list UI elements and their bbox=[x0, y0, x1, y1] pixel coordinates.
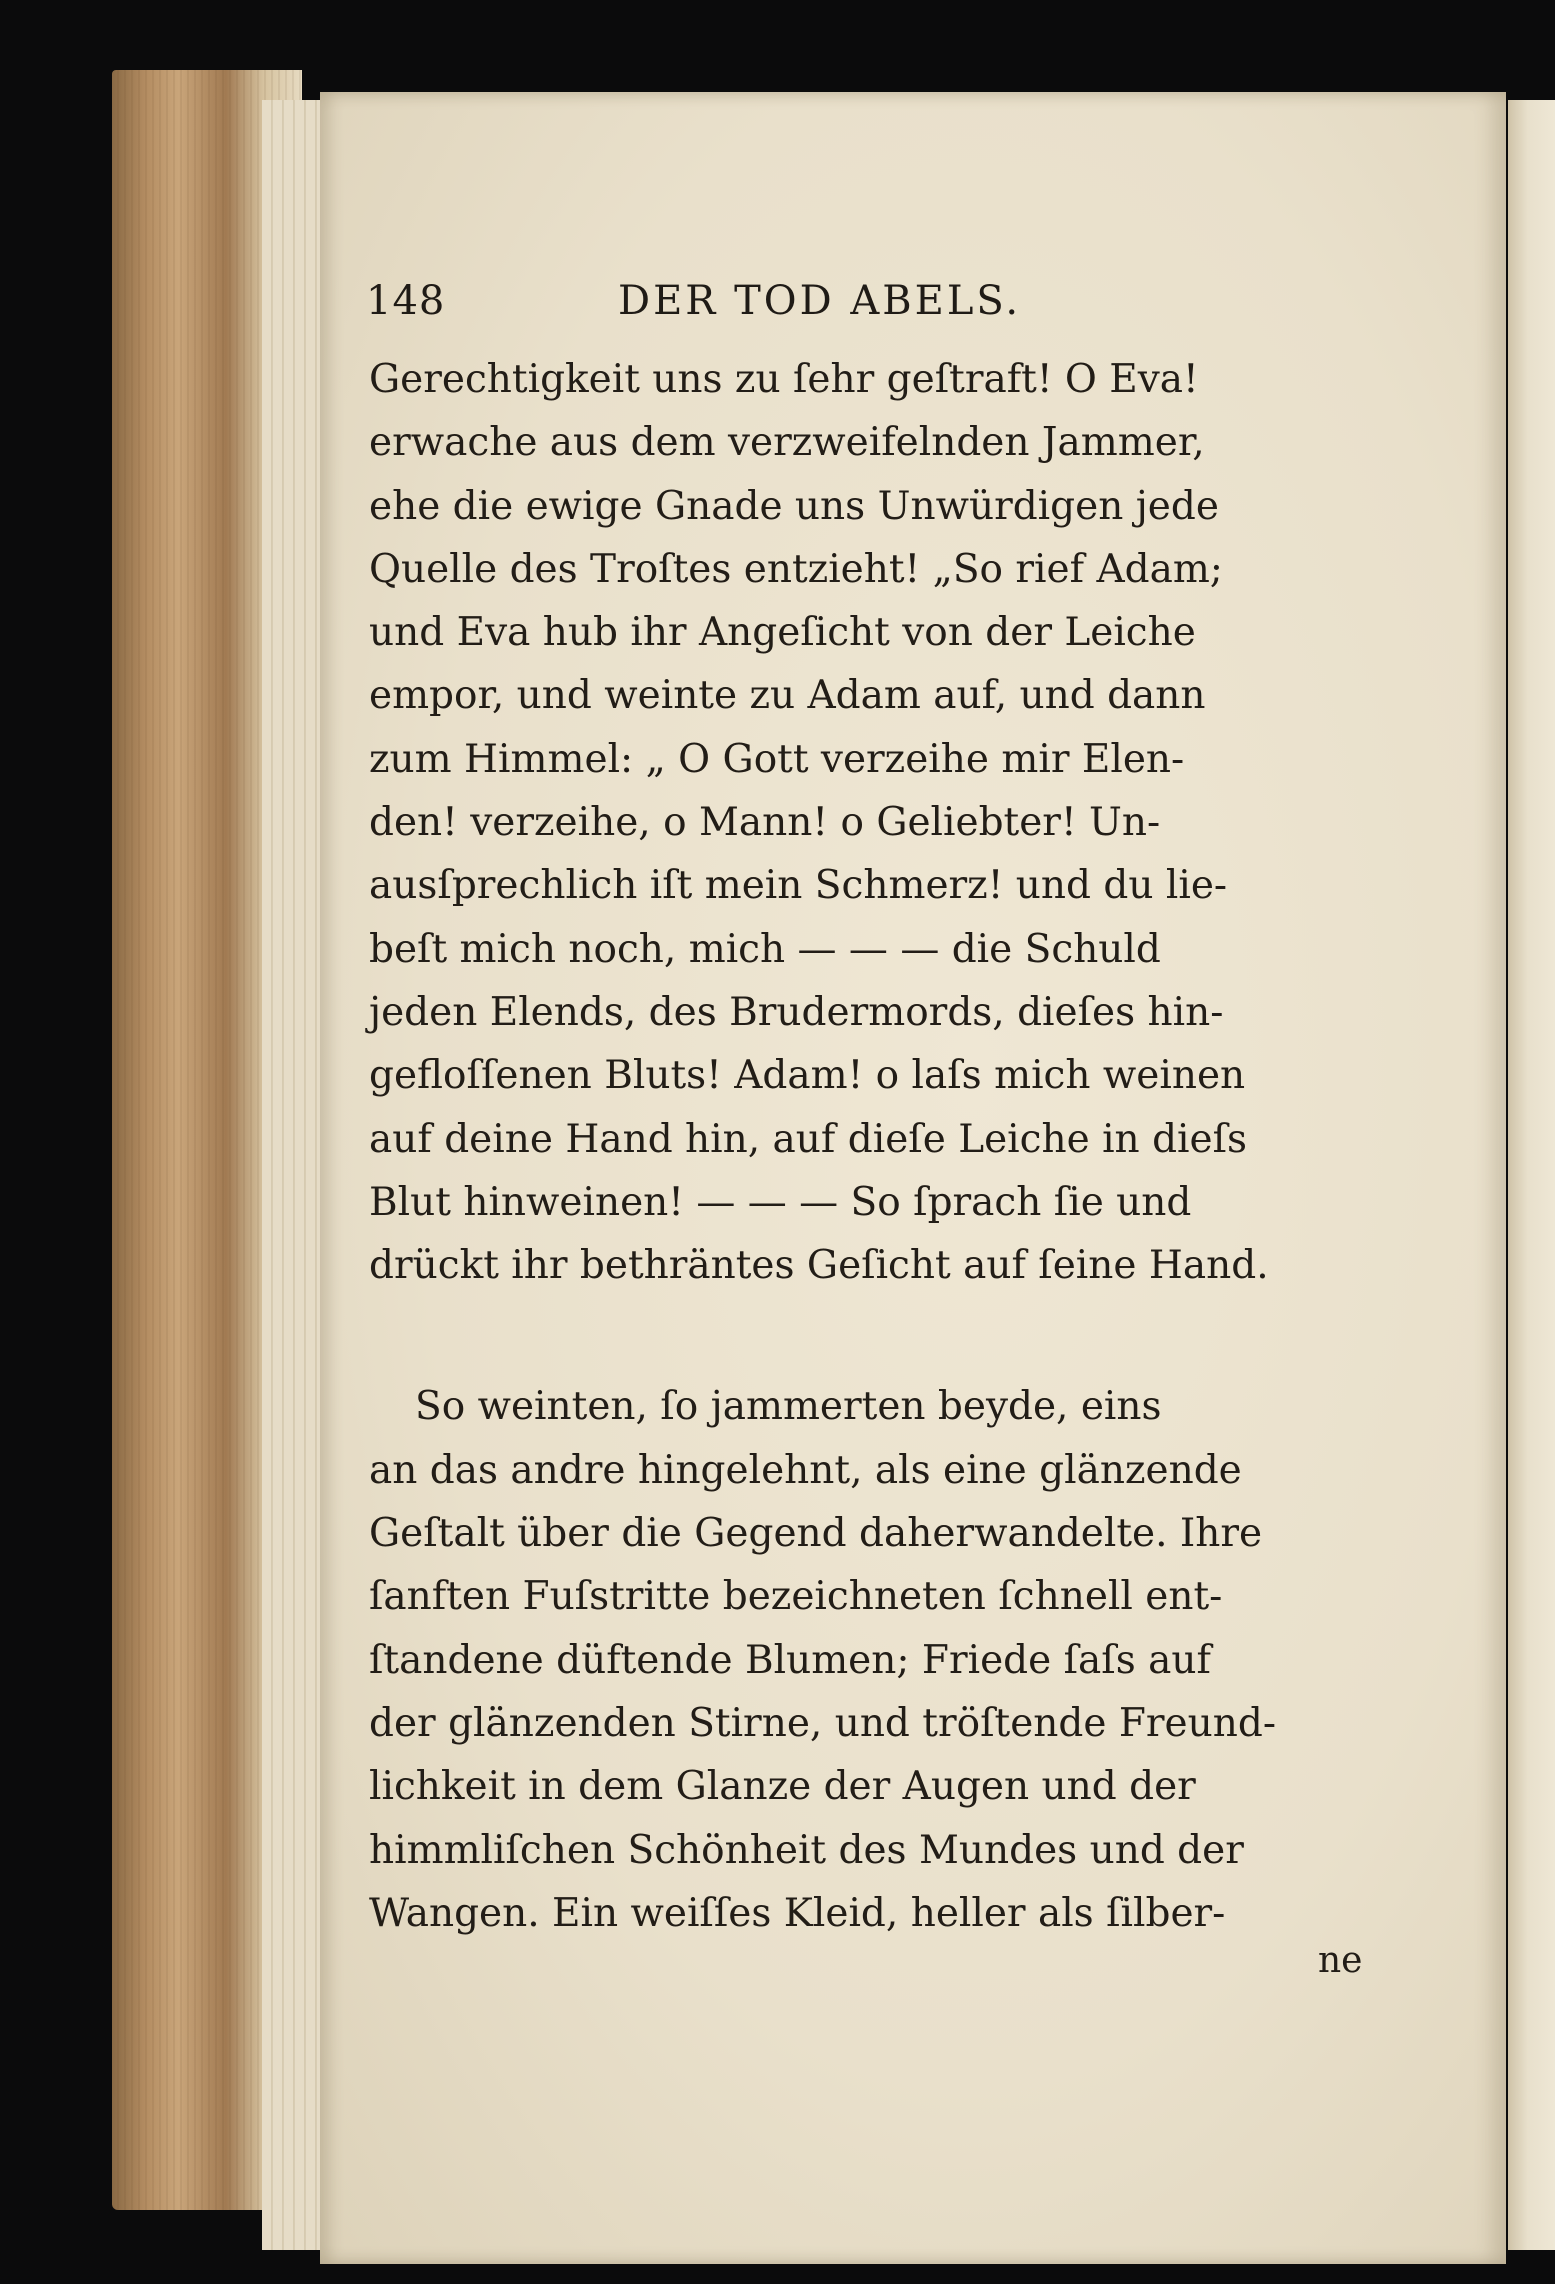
text-line: Geſtalt über die Gegend daherwandelte. Ihre bbox=[369, 1511, 1263, 1557]
text-line: und Eva hub ihr Angeſicht von der Leiche bbox=[369, 610, 1196, 656]
text-line: jeden Elends, des Brudermords, dieſes hin- bbox=[369, 989, 1224, 1035]
page-number: 148 bbox=[366, 278, 446, 324]
text-line: lichkeit in dem Glanze der Augen und der bbox=[369, 1764, 1196, 1810]
text-line: zum Himmel: „ O Gott verzeihe mir Elen- bbox=[369, 736, 1185, 782]
text-line: Quelle des Troſtes entzieht! „So rief Adam; bbox=[369, 546, 1223, 592]
text-line: an das andre hingelehnt, als eine glänzende bbox=[369, 1447, 1242, 1493]
text-line: Wangen. Ein weiſſes Kleid, heller als ſilber- bbox=[369, 1890, 1226, 1936]
text-line: ſanften Fuſstritte bezeichneten ſchnell ent- bbox=[369, 1574, 1223, 1620]
facing-page-edge bbox=[1508, 100, 1555, 2250]
text-line: himmliſchen Schönheit des Mundes und der bbox=[369, 1827, 1244, 1873]
text-line: beſt mich noch, mich — — — die Schuld bbox=[369, 926, 1161, 972]
text-line: den! verzeihe, o Mann! o Geliebter! Un- bbox=[369, 800, 1161, 846]
text-line: Gerechtigkeit uns zu ſehr geſtraft! O Eva! bbox=[369, 357, 1199, 402]
text-line: drückt ihr bethräntes Geſicht auf ſeine Hand. bbox=[369, 1243, 1269, 1289]
paragraph-gap bbox=[369, 1297, 1219, 1375]
text-line: der glänzenden Stirne, und tröſtende Freund- bbox=[369, 1700, 1276, 1746]
text-line: So weinten, ſo jammerten beyde, eins bbox=[415, 1384, 1162, 1430]
text-line: gefloſſenen Bluts! Adam! o laſs mich weinen bbox=[369, 1053, 1246, 1099]
text-line: empor, und weinte zu Adam auf, und dann bbox=[369, 673, 1206, 719]
body-text bbox=[369, 348, 1276, 1945]
running-head: DER TOD ABELS. bbox=[618, 278, 1022, 324]
text-line: Blut hinweinen! — — — So ſprach ſie und bbox=[369, 1179, 1192, 1225]
text-line: ausſprechlich iſt mein Schmerz! und du lie- bbox=[369, 863, 1228, 909]
text-line: erwache aus dem verzweifelnden Jammer, bbox=[369, 420, 1205, 466]
text-line: auf deine Hand hin, auf dieſe Leiche in dieſs bbox=[369, 1116, 1248, 1162]
text-line: ehe die ewige Gnade uns Unwürdigen jede bbox=[369, 483, 1219, 529]
text-line: ſtandene düftende Blumen; Friede ſaſs auf bbox=[369, 1637, 1211, 1683]
catchword: ne bbox=[1318, 1940, 1363, 1981]
